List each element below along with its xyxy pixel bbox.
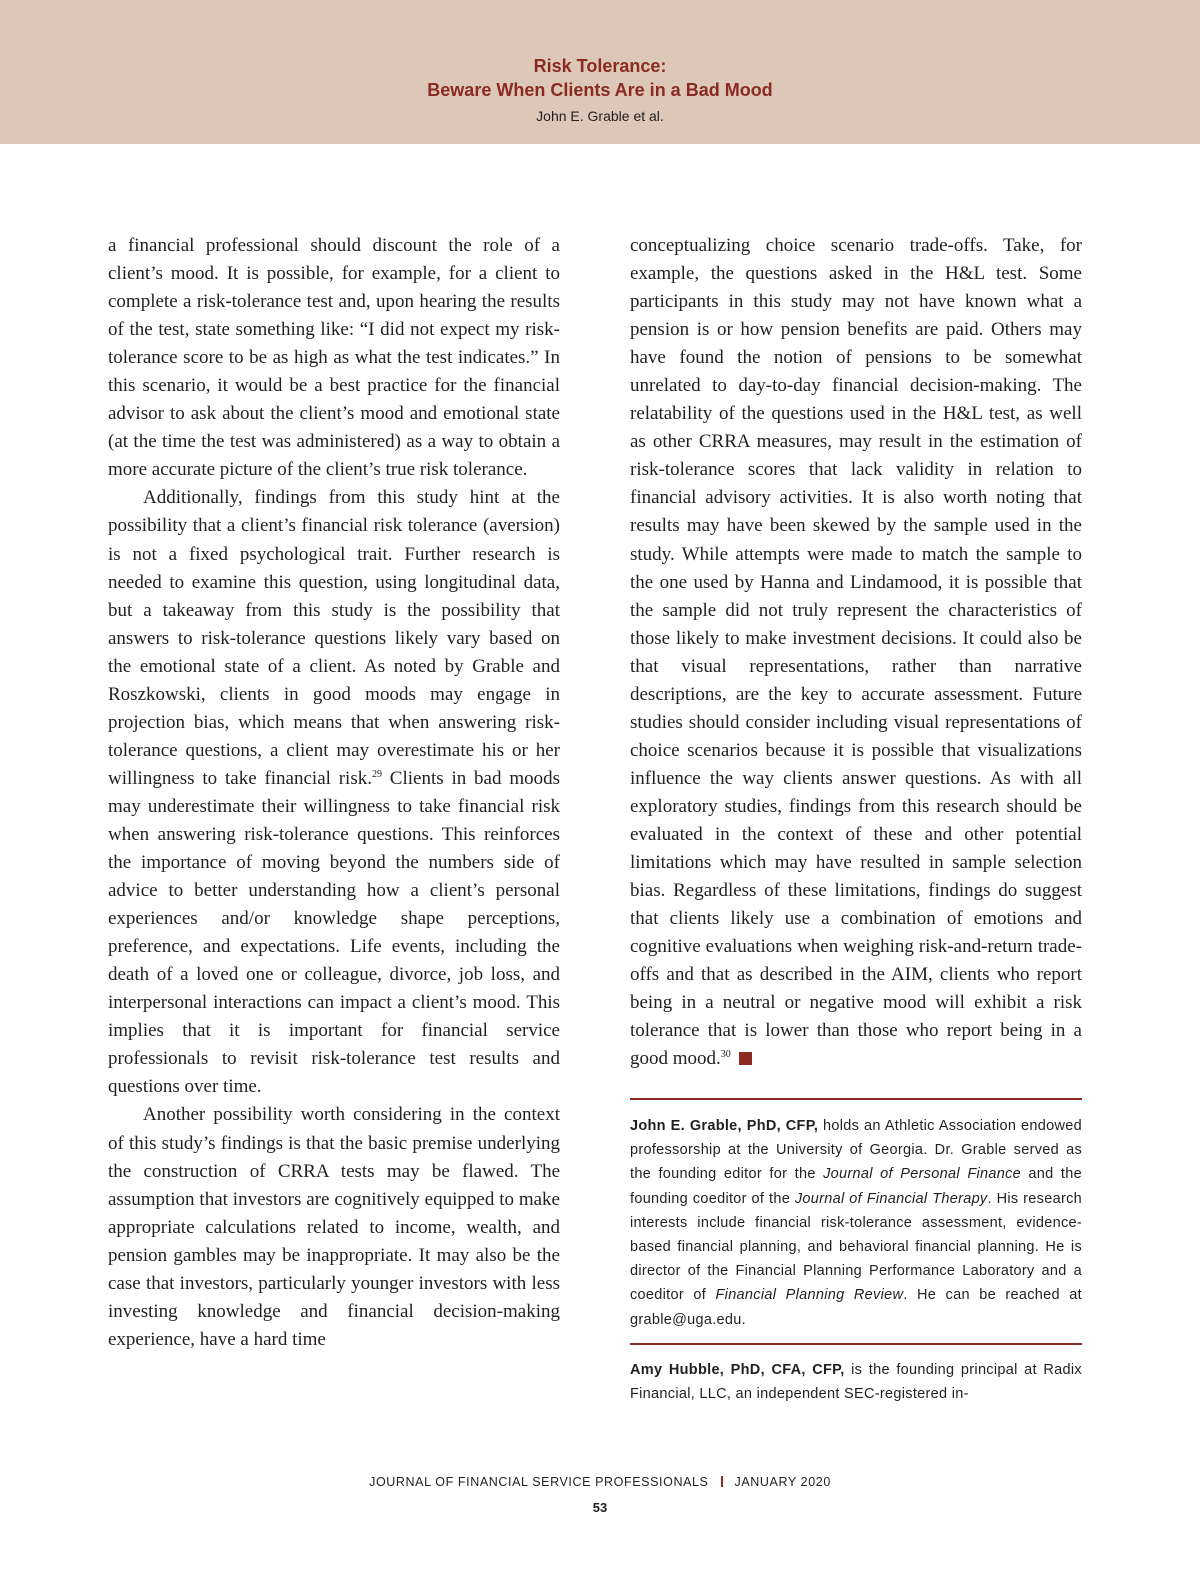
journal-name: Journal of Financial Therapy [794, 1190, 988, 1207]
bio-text: holds an Athletic Association endowed professorship at the University of Georgia. Dr. Grable served as the founding editor for the [630, 1118, 1082, 1183]
bio-name: Amy Hubble, PhD, CFA, CFP, [630, 1362, 845, 1378]
paragraph-text: conceptualizing choice scenario trade-offs. Take, for example, the questions asked in the H&L test. Some participants in this study may not have known what a pension is or how pension benefits are paid. Others may have found the notion of pensions to be somewhat unrelated to day-to-day financial decision-making. The relatability of the questions used in the H&L test, as well as other CRRA measures, may result in the estimation of risk-tolerance scores that lack validity in relation to financial advisory activities. It is also worth noting that results may have been skewed by the sample used in the study. While attempts were made to match the sample to the one used by Hanna and Lindamood, it is possible that the sample did not truly represent the characteristics of those likely to make investment decisions. It could also be that visual representations, rather than narrative descriptions, are the key to accurate assessment. Future studies should consider including visual representations of choice scenarios because it is possible that visualizations influence the way clients answer questions. As with all exploratory studies, findings from this research should be evaluated in the context of these and other potential limitations which may have resulted in sample selection bias. Regardless of these limitations, findings do suggest that clients likely use a combination of emotions and cognitive evaluations when weighing risk-and-return trade-offs and that as described in the AIM, clients who report being in a neutral or negative mood will exhibit a risk tolerance that is lower than those who report being in a good mood. [630, 235, 1082, 1070]
journal-title: JOURNAL OF FINANCIAL SERVICE PROFESSIONALS [369, 1475, 709, 1489]
bio-text: is the founding principal at Radix Financial, LLC, an independent SEC-registered in- [630, 1362, 1082, 1403]
author-bio-hubble [630, 1358, 1082, 1406]
article-title-line-2: Beware When Clients Are in a Bad Mood [427, 80, 773, 100]
issue-date: JANUARY 2020 [734, 1475, 831, 1489]
running-header [0, 0, 1200, 144]
bio-text: . He can be reached at grable@uga.edu. [630, 1287, 1082, 1328]
left-column [108, 232, 560, 1354]
bio-divider [630, 1098, 1082, 1100]
article-title-line-1: Risk Tolerance: [533, 56, 667, 76]
article-author: John E. Grable et al. [536, 108, 664, 124]
footer-separator [721, 1476, 723, 1487]
author-bio-grable [630, 1114, 1082, 1332]
right-column [630, 232, 1082, 1073]
footnote-ref: 30 [720, 1049, 731, 1061]
body-paragraph [630, 232, 1082, 1073]
body-paragraph: Another possibility worth considering in the context of this study’s findings is that the basic premise underlying the construction of CRRA tests may be flawed. The assumption that investors are cognitively equipped to make appropriate calculations related to income, wealth, and pension gambles may be inappropriate. It may also be the case that investors, particularly younger investors with less investing knowledge and financial decision-making experience, have a hard time [108, 1104, 560, 1350]
page-number: 53 [592, 1500, 608, 1515]
journal-name: Journal of Personal Finance [823, 1166, 1022, 1183]
footnote-ref: 29 [371, 768, 382, 780]
body-paragraph [108, 484, 560, 1101]
page-footer [0, 1475, 1200, 1489]
bio-text: . His research interests include financial risk-tolerance assessment, evidence-based financial planning, and behavioral financial planning. He is director of the Financial Planning Performance Laboratory and a coeditor of [630, 1190, 1082, 1304]
bio-text: and the founding coeditor of the [630, 1166, 1082, 1207]
paragraph-text: Additionally, findings from this study hint at the possibility that a client’s financial risk tolerance (aversion) is not a fixed psychological trait. Further research is needed to examine this question, using longitudinal data, but a takeaway from this study is the possibility that answers to risk-tolerance questions likely vary based on the emotional state of a client. As noted by Grable and Roszkowski, clients in good moods may engage in projection bias, which means that when answering risk-tolerance questions, a client may overestimate his or her willingness to take financial risk. [108, 487, 560, 789]
paragraph-text: Clients in bad moods may underestimate their willingness to take financial risk when answering risk-tolerance questions. This reinforces the importance of moving beyond the numbers side of advice to better understanding how a client’s personal experiences and/or knowledge shape perceptions, preference, and expectations. Life events, including the death of a loved one or colleague, divorce, job loss, and interpersonal interactions can impact a client’s mood. This implies that it is important for financial service professionals to revisit risk-tolerance test results and questions over time. [108, 767, 560, 1098]
journal-name: Financial Planning Review [715, 1287, 904, 1304]
bio-divider [630, 1343, 1082, 1345]
end-of-article-square-icon [739, 1052, 752, 1065]
bio-name: John E. Grable, PhD, CFP, [630, 1118, 819, 1134]
body-paragraph: a financial professional should discount the role of a client’s mood. It is possible, for example, for a client to complete a risk-tolerance test and, upon hearing the results of the test, state something like: “I did not expect my risk-tolerance score to be as high as what the test indicates.” In this scenario, it would be a best practice for the financial advisor to ask about the client’s mood and emotional state (at the time the test was administered) as a way to obtain a more accurate picture of the client’s true risk tolerance. [108, 235, 560, 481]
